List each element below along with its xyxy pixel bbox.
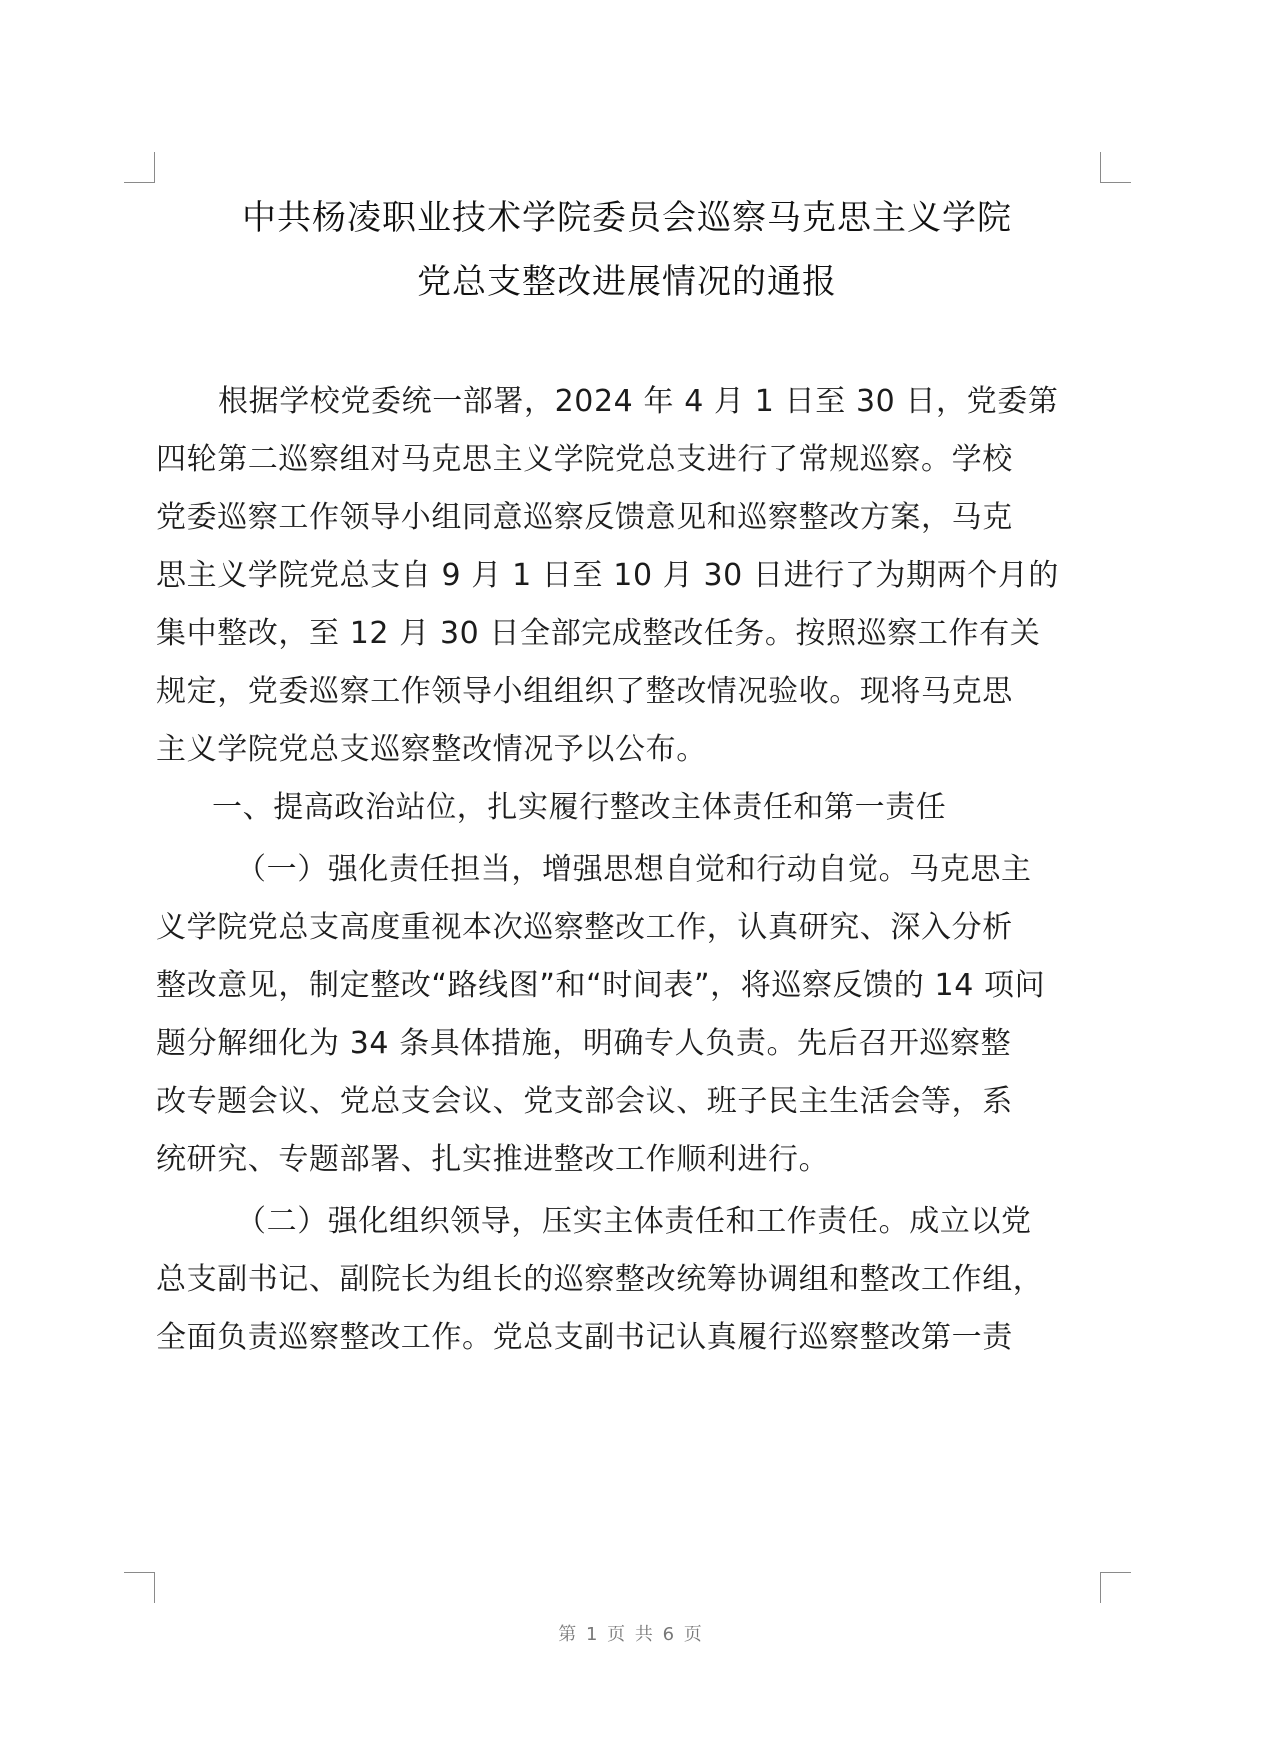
- body-line: （一）强化责任担当，增强思想自觉和行动自觉。马克思主: [236, 852, 1032, 887]
- body-line: 题分解细化为 34 条具体措施，明确专人负责。先后召开巡察整: [156, 1026, 1012, 1061]
- body-line: 义学院党总支高度重视本次巡察整改工作，认真研究、深入分析: [156, 910, 1013, 945]
- body-line: 思主义学院党总支自 9 月 1 日至 10 月 30 日进行了为期两个月的: [156, 558, 1060, 593]
- body-line: 根据学校党委统一部署，2024 年 4 月 1 日至 30 日，党委第: [218, 384, 1059, 419]
- document-title-line-2: 党总支整改进展情况的通报: [417, 262, 837, 302]
- document-title-line-1: 中共杨凌职业技术学院委员会巡察马克思主义学院: [242, 198, 1012, 238]
- body-line: 四轮第二巡察组对马克思主义学院党总支进行了常规巡察。学校: [156, 442, 1013, 477]
- body-line: 总支副书记、副院长为组长的巡察整改统筹协调组和整改工作组，: [156, 1262, 1044, 1297]
- page-footer: 第 1 页 共 6 页: [558, 1624, 704, 1645]
- body-line: 改专题会议、党总支会议、党支部会议、班子民主生活会等，系: [156, 1084, 1013, 1119]
- body-line: （二）强化组织领导，压实主体责任和工作责任。成立以党: [236, 1204, 1032, 1239]
- body-line: 规定，党委巡察工作领导小组组织了整改情况验收。现将马克思: [156, 674, 1013, 709]
- crop-mark-top-right: [1100, 152, 1131, 183]
- body-line: 整改意见，制定整改“路线图”和“时间表”，将巡察反馈的 14 项问: [156, 968, 1046, 1003]
- crop-mark-top-left: [124, 152, 155, 183]
- body-line: 主义学院党总支巡察整改情况予以公布。: [156, 732, 707, 767]
- body-line: 集中整改，至 12 月 30 日全部完成整改任务。按照巡察工作有关: [156, 616, 1041, 651]
- crop-mark-bottom-right: [1100, 1572, 1131, 1603]
- body-line: 统研究、专题部署、扎实推进整改工作顺利进行。: [156, 1142, 830, 1177]
- crop-mark-bottom-left: [124, 1572, 155, 1603]
- body-line: 全面负责巡察整改工作。党总支副书记认真履行巡察整改第一责: [156, 1320, 1013, 1355]
- body-line: 党委巡察工作领导小组同意巡察反馈意见和巡察整改方案，马克: [156, 500, 1013, 535]
- section-heading: 一、提高政治站位，扎实履行整改主体责任和第一责任: [212, 790, 947, 825]
